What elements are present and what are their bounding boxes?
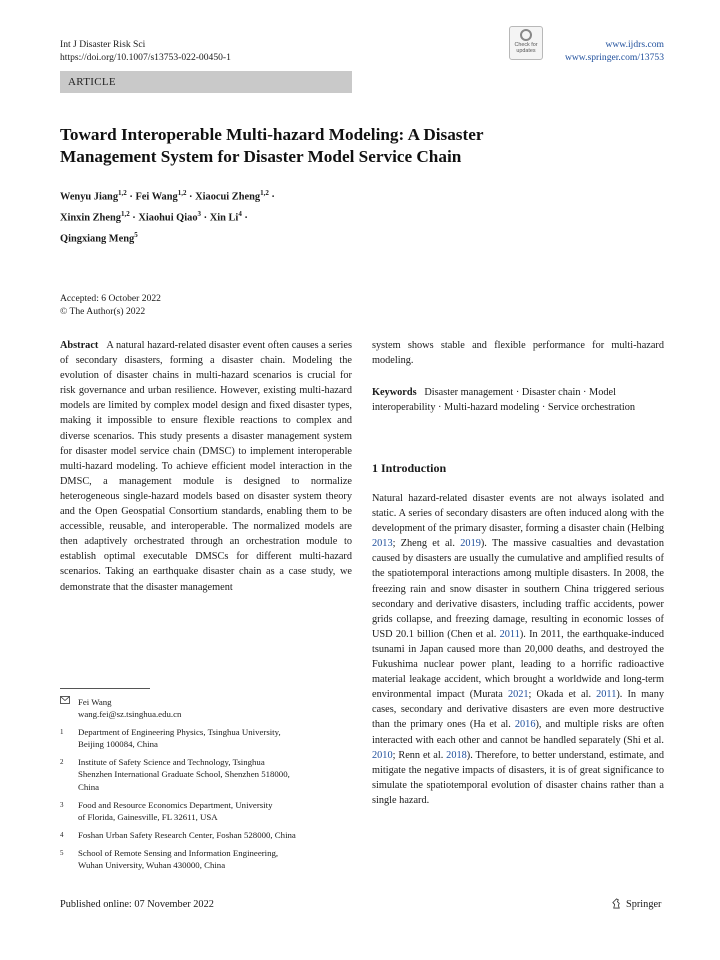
keywords-label: Keywords: [372, 387, 417, 398]
introduction-paragraph: Natural hazard-related disaster events are not always isolated and static. A series of secondary disasters are often induced along with the development of the primary disaster, forming a disaster chain (Helbing 2013; Zheng et al. 2019). The massive casualties and devastation caused by disasters are usually the cumulative and amplified results of the spatiotemporal interactions among multiple disasters. In 2008, the freezing rain and snow disaster in southern China triggered serious secondary and derivative disasters, including traffic accidents, power grids collapse, and freezing damage, resulting in economic losses of USD 20.1 billion (Chen et al. 2011). In 2011, the earthquake-induced tsunami in Japan caused more than 20,000 deaths, and destroyed the Fukushima nuclear power plant, leading to a horrific radioactive material leakage accident, which brought a worldwide and long-term environmental impact (Murata 2021; Okada et al. 2011). In many cases, secondary and derivative disasters are even more destructive than the primary ones (Ha et al. 2016), and multiple risks are often interacted with each other and cannot be handled separately (Shi et al. 2010; Renn et al. 2018). Therefore, to better understand, estimate, and mitigate the negative impacts of disasters, it is of great significance to simulate the spatiotemporal evolution of disaster chains rather than a single hazard.: [372, 493, 664, 806]
springer-horse-icon: [611, 898, 622, 909]
citation-link[interactable]: 2016: [514, 719, 536, 731]
citation-link[interactable]: 2021: [507, 689, 529, 701]
badge-line-1: Check for: [514, 42, 538, 48]
citation-link[interactable]: 2011: [596, 689, 617, 701]
affiliation-line: Foshan Urban Safety Research Center, Foshan 528000, China: [78, 829, 296, 840]
published-online: Published online: 07 November 2022: [60, 899, 214, 910]
contact-email[interactable]: wang.fei@sz.tsinghua.edu.cn: [78, 709, 182, 720]
contact-note: [60, 696, 352, 720]
affiliation-line: China: [78, 781, 100, 792]
abstract-text: A natural hazard-related disaster event often causes a series of secondary disasters, forming a disaster chain. Modeling the evolution of disaster chains in multi-hazard scenarios is crucial for risk governance and urban resilience. However, existing multi-hazard models are limited by complex model design and fixed disaster types, making it impossible to ensure flexible reactions to complex and diverse scenarios. This study presents a disaster management system for disaster model service chain (DMSC) to implement interoperable multi-hazard modeling. To achieve efficient model interaction in the DMSC, a management module is designed to normalize heterogeneous single-hazard models based on disaster system theory and the Open Geospatial Consortium standards, enabling them to be accessible, reusable, and interoperable. The normalized models are then adaptively orchestrated through an orchestration module to establish optimal executable DMSCs for different multi-hazard scenarios. Taking an earthquake disaster chain as a case study, we demonstrate that the disaster management: [60, 340, 352, 593]
affiliation-number: 2: [60, 758, 64, 767]
author-list: Wenyu Jiang$^{1,2}$ · Fei Wang$^{1,2}$ · Xiaocui Zheng$^{1,2}$ · Xinxin Zheng$^{1,2}$ · Xiaohui Qiao$^3$ · Xin $Li^4$ · Qingxiang Meng$^5$: [60, 189, 275, 245]
check-for-updates-badge[interactable]: [509, 26, 543, 60]
journal-header: [60, 38, 231, 64]
paper-title: [60, 124, 620, 168]
accepted-date: Accepted: 6 October 2022: [60, 293, 161, 304]
citation-link[interactable]: 2011: [499, 628, 520, 640]
affiliation-line: School of Remote Sensing and Information Engineering,: [78, 847, 279, 858]
affiliation-note: [60, 847, 352, 871]
title-line-1: Toward Interoperable Multi-hazard Modeling: A Disaster: [60, 125, 484, 144]
affiliation-note: [60, 829, 352, 841]
refresh-icon: [520, 29, 532, 41]
affiliation-number: 4: [60, 830, 64, 839]
author-name[interactable]: Qingxiang Meng: [60, 233, 135, 245]
journal-urls: [565, 38, 664, 64]
abstract-label: Abstract: [60, 340, 99, 351]
affiliation-note: [60, 756, 352, 792]
publisher-name: Springer: [626, 899, 662, 910]
affiliation-line: Institute of Safety Science and Technology, Tsinghua: [78, 757, 265, 768]
springer-link[interactable]: www.springer.com/13753: [564, 52, 664, 63]
affiliation-line: Shenzhen International Graduate School, Shenzhen 518000,: [78, 769, 290, 780]
section-heading-introduction: 1 Introduction: [372, 461, 447, 475]
author-affiliation: 1,2: [260, 189, 269, 197]
affiliation-line: Department of Engineering Physics, Tsinghua University,: [78, 727, 281, 738]
author-affiliation: 3: [197, 209, 202, 218]
introduction-body: [372, 491, 664, 808]
article-type-bar: ARTICLE: [60, 71, 352, 93]
abstract-continuation: [372, 338, 664, 368]
publisher-logo: [611, 898, 661, 910]
author-affiliation: 1,2: [118, 189, 127, 197]
envelope-icon: [60, 696, 70, 708]
author-name[interactable]: Xin Li: [209, 212, 239, 224]
author-affiliation: 4: [238, 209, 242, 218]
title-line-2: Management System for Disaster Model Service Chain: [60, 147, 462, 166]
citation-link[interactable]: 2018: [446, 749, 467, 761]
keywords-block: [372, 385, 664, 415]
author-name[interactable]: Fei Wang: [135, 191, 178, 203]
affiliation-line: Wuhan University, Wuhan 430000, China: [78, 860, 226, 871]
author-affiliation: 1,2: [120, 209, 130, 218]
footnotes: [60, 696, 352, 877]
copyright-line: © The Author(s) 2022: [60, 306, 146, 317]
author-affiliation: 1,2: [177, 189, 187, 197]
doi-link[interactable]: https://doi.org/10.1007/s13753-022-00450-1: [60, 52, 231, 63]
abstract-block: [60, 338, 352, 595]
footnote-divider: [60, 688, 150, 689]
contact-name: Fei Wang: [78, 697, 112, 707]
citation-link[interactable]: 2013: [372, 538, 393, 550]
affiliation-number: 3: [60, 800, 64, 809]
author-affiliation: 5: [134, 230, 138, 239]
author-name[interactable]: Xiaohui Qiao: [138, 212, 198, 224]
affiliation-line: of Florida, Gainesville, FL 32611, USA: [78, 811, 218, 822]
author-name[interactable]: Xinxin Zheng: [60, 212, 121, 224]
affiliation-number: 1: [60, 728, 64, 737]
ijdrs-link[interactable]: www.ijdrs.com: [605, 39, 664, 50]
keywords-text: Disaster management · Disaster chain · Model interoperability · Multi-hazard modeling · Service orchestration: [372, 387, 636, 414]
affiliation-note: [60, 726, 352, 750]
article-dates: [60, 292, 161, 318]
author-name[interactable]: Wenyu Jiang: [60, 191, 119, 203]
abstract-continuation-text: system shows stable and flexible performance for multi-hazard modeling.: [372, 340, 664, 367]
citation-link[interactable]: 2010: [372, 749, 393, 761]
author-name[interactable]: Xiaocui Zheng: [195, 191, 261, 203]
affiliation-line: Beijing 100084, China: [78, 739, 158, 750]
badge-line-2: updates: [516, 48, 536, 54]
affiliation-line: Food and Resource Economics Department, University: [78, 799, 273, 810]
affiliation-note: [60, 799, 352, 823]
affiliation-number: 5: [60, 848, 64, 857]
journal-name: Int J Disaster Risk Sci: [60, 39, 146, 50]
citation-link[interactable]: 2019: [460, 538, 481, 550]
